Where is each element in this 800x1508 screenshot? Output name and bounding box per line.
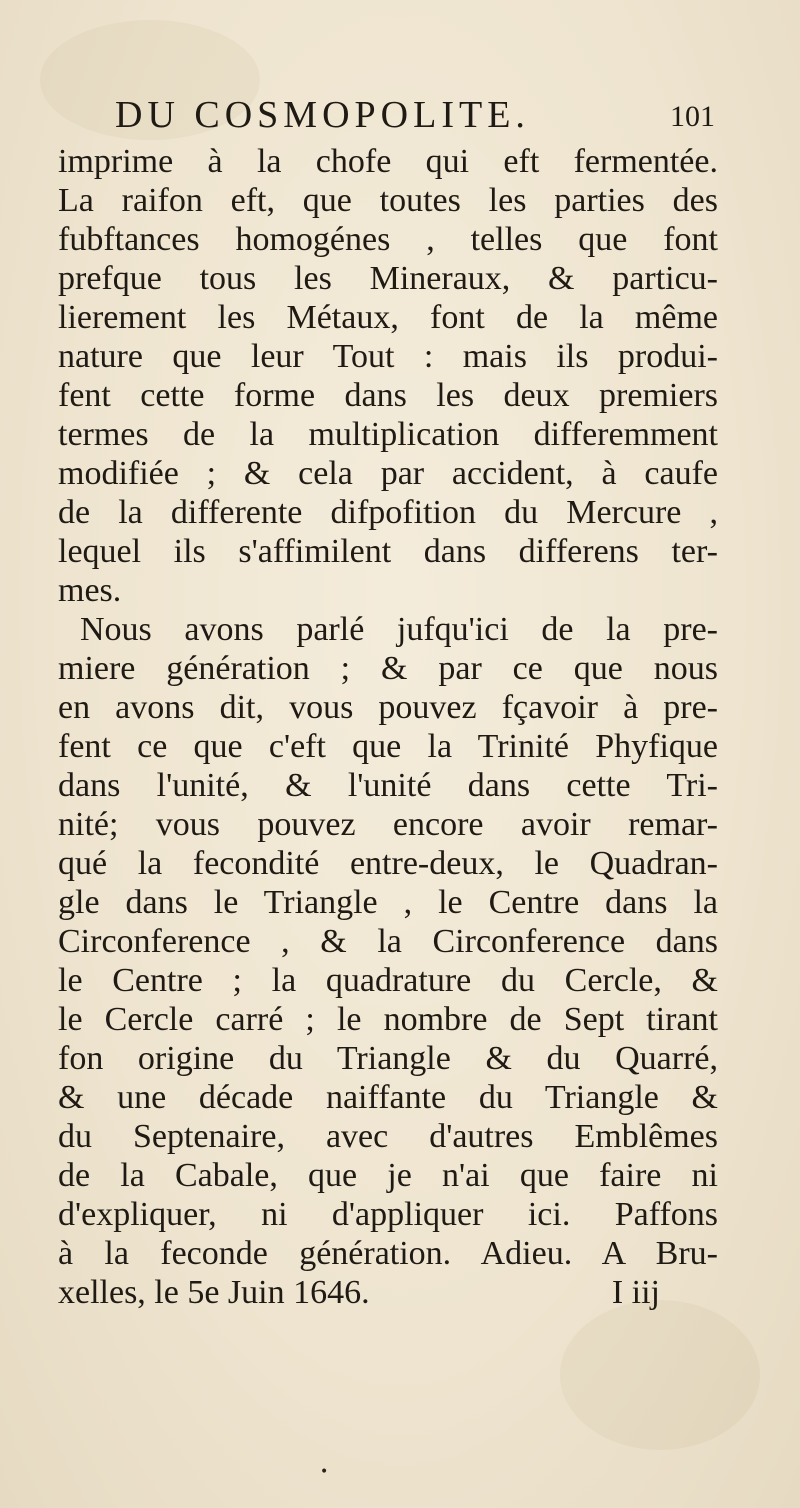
text-line: lequel ils s'affimilent dans differens ter- (58, 533, 718, 570)
page-number: 101 (670, 100, 715, 133)
text-line: de la differente difpofition du Mercure , (58, 494, 718, 531)
paper-stain (560, 1300, 760, 1450)
text-line: fent cette forme dans les deux premiers (58, 377, 718, 414)
text-line: nature que leur Tout : mais ils produi- (58, 338, 718, 375)
text-line: fon origine du Triangle & du Quarré, (58, 1040, 718, 1077)
text-line: modifiée ; & cela par accident, à caufe (58, 455, 718, 492)
signature-mark: I iij (611, 1274, 660, 1311)
text-line: lierement les Métaux, font de la même (58, 299, 718, 336)
text-line: d'expliquer, ni d'appliquer ici. Paffons (58, 1196, 718, 1233)
text-line: fubftances homogénes , telles que font (58, 221, 718, 258)
running-title: DU COSMOPOLITE. (115, 94, 530, 136)
text-line: fent ce que c'eft que la Trinité Phyfique (58, 728, 718, 765)
text-line: imprime à la chofe qui eft fermentée. (58, 143, 718, 180)
final-line (58, 1273, 718, 1312)
text-line: Circonference , & la Circonference dans (58, 923, 718, 960)
text-line: à la feconde génération. Adieu. A Bru- (58, 1235, 718, 1272)
text-line: du Septenaire, avec d'autres Emblêmes (58, 1118, 718, 1155)
text-line: prefque tous les Mineraux, & particu- (58, 260, 718, 297)
body-text (58, 142, 718, 1312)
text-line: nité; vous pouvez encore avoir remar- (58, 806, 718, 843)
page-header (115, 90, 715, 140)
text-line: qué la fecondité entre-deux, le Quadran- (58, 845, 718, 882)
text-line: dans l'unité, & l'unité dans cette Tri- (58, 767, 718, 804)
text-line: miere génération ; & par ce que nous (58, 650, 718, 687)
text-line: La raifon eft, que toutes les parties des (58, 182, 718, 219)
text-line: en avons dit, vous pouvez fçavoir à pre- (58, 689, 718, 726)
text-line: de la Cabale, que je n'ai que faire ni (58, 1157, 718, 1194)
text-line: mes. (58, 572, 122, 609)
text-line: le Centre ; la quadrature du Cercle, & (58, 962, 718, 999)
text-line: Nous avons parlé jufqu'ici de la pre- (80, 611, 718, 648)
date-line: xelles, le 5e Juin 1646. (58, 1274, 370, 1311)
bottom-mark: • (320, 1464, 329, 1480)
text-line: gle dans le Triangle , le Centre dans la (58, 884, 718, 921)
text-line: le Cercle carré ; le nombre de Sept tirant (58, 1001, 718, 1038)
text-line: & une décade naiffante du Triangle & (58, 1079, 718, 1116)
text-line: termes de la multiplication differemment (58, 416, 718, 453)
